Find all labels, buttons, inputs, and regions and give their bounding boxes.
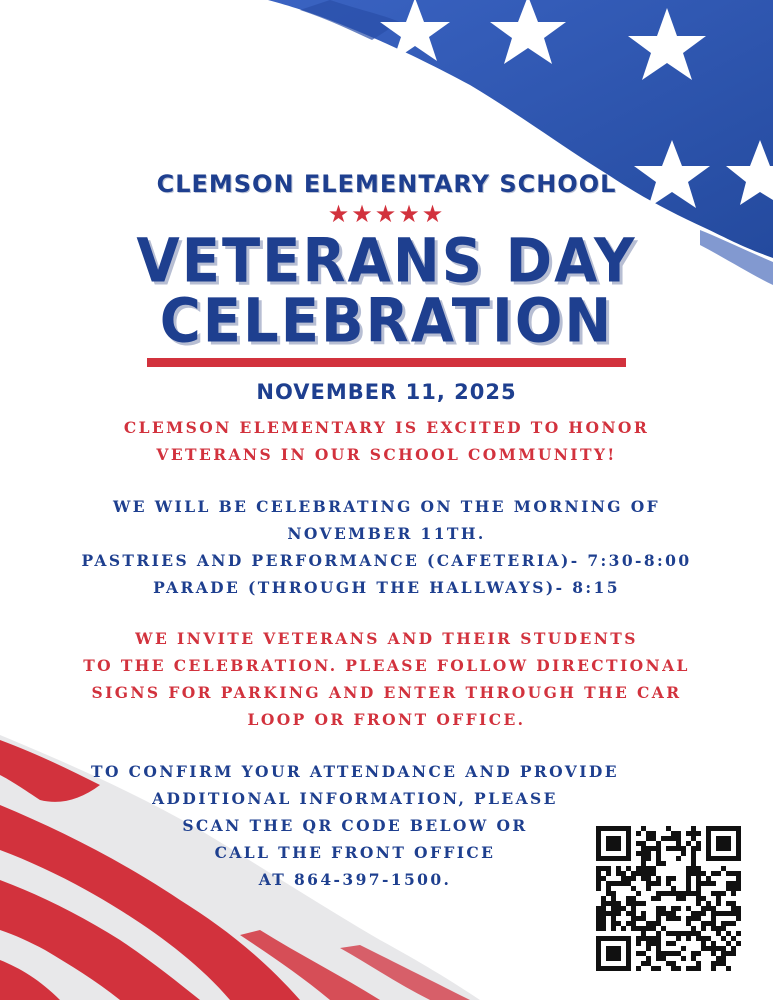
schedule-paragraph <box>20 493 753 601</box>
title-line-2: CELEBRATION <box>159 286 614 357</box>
text-line: WE INVITE VETERANS AND THEIR STUDENTS <box>135 629 638 648</box>
text-line: CLEMSON ELEMENTARY IS EXCITED TO HONOR <box>123 418 650 437</box>
text-line: VETERANS IN OUR SCHOOL COMMUNITY! <box>156 445 617 464</box>
text-line: TO THE CELEBRATION. PLEASE FOLLOW DIRECTIONAL <box>83 656 690 675</box>
text-line: CALL THE FRONT OFFICE <box>214 843 496 862</box>
text-line: SIGNS FOR PARKING AND ENTER THROUGH THE CAR <box>91 683 682 702</box>
text-line: NOVEMBER 11TH. <box>287 524 486 543</box>
text-line: ADDITIONAL INFORMATION, PLEASE <box>152 789 558 808</box>
intro-paragraph <box>20 414 753 468</box>
qr-code-icon[interactable] <box>596 826 741 971</box>
text-line: PARADE (THROUGH THE HALLWAYS)- 8:15 <box>153 578 620 597</box>
event-date: NOVEMBER 11, 2025 <box>256 380 517 404</box>
text-line: TO CONFIRM YOUR ATTENDANCE AND PROVIDE <box>91 762 619 781</box>
text-line: PASTRIES AND PERFORMANCE (CAFETERIA)- 7:30-8:00 <box>81 551 692 570</box>
school-name: CLEMSON ELEMENTARY SCHOOL <box>156 170 617 198</box>
title-line-1: VETERANS DAY <box>136 226 637 297</box>
text-line: SCAN THE QR CODE BELOW OR <box>182 816 528 835</box>
text-line: AT 864-397-1500. <box>258 870 452 889</box>
confirm-paragraph <box>30 758 680 893</box>
stars-divider: ★★★★★ <box>327 200 446 228</box>
text-line: LOOP OR FRONT OFFICE. <box>247 710 526 729</box>
text-line: WE WILL BE CELEBRATING ON THE MORNING OF <box>112 497 661 516</box>
invite-paragraph <box>20 625 753 733</box>
title-underline <box>147 358 626 367</box>
